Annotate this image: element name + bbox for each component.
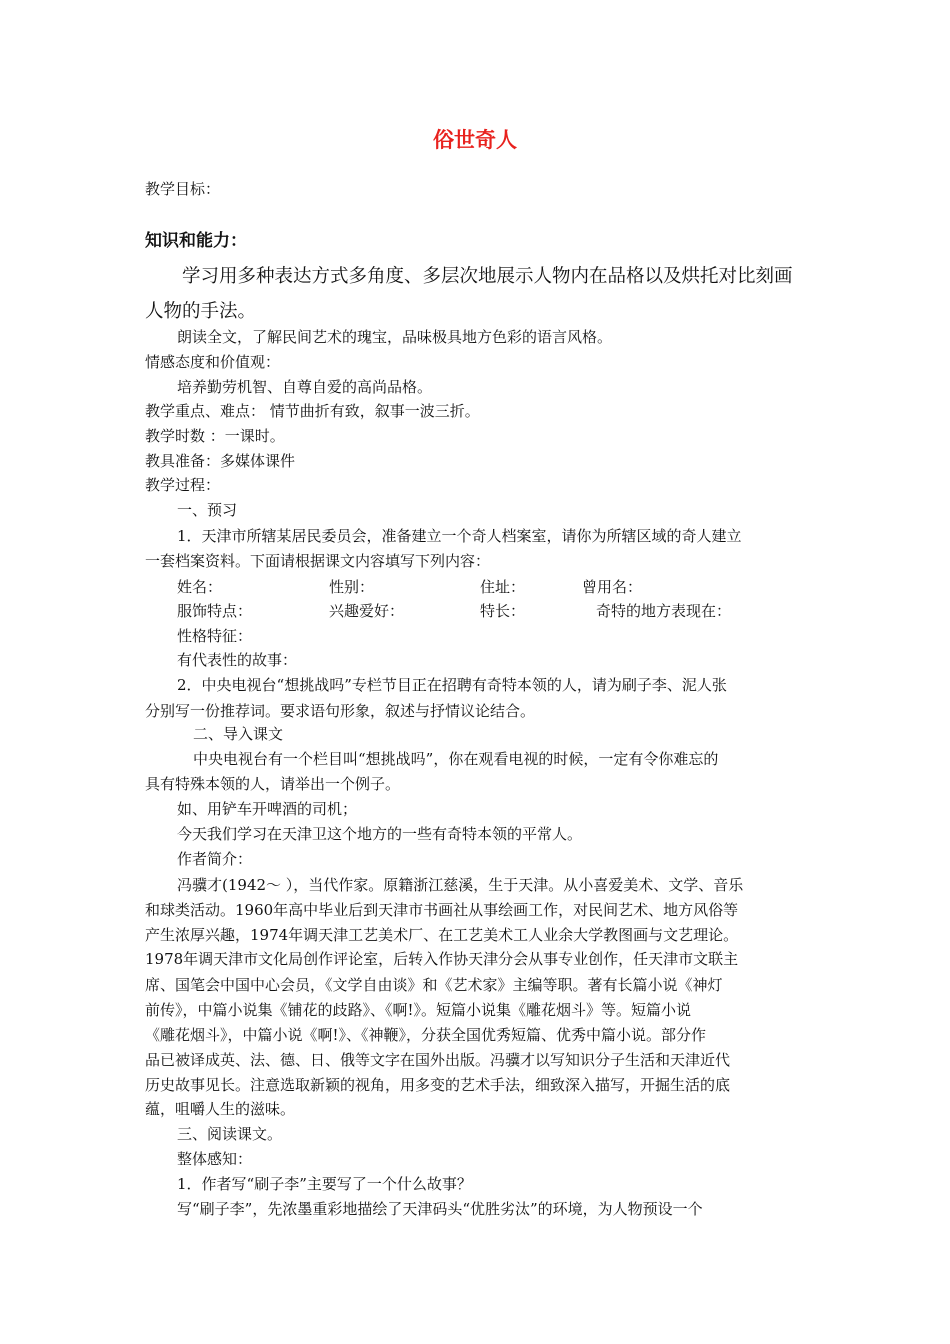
text-line: 教学过程： [145,476,221,494]
text-line: 有代表性的故事： [177,651,298,669]
form-label: 姓名： [177,578,223,596]
text-line: 前传》，中篇小说集《铺花的歧路》、《啊!》。短篇小说集《雕花烟斗》等。短篇小说 [145,1001,692,1019]
form-label: 奇特的地方表现在： [596,602,732,620]
text-line: 教学时数 ：一课时。 [145,427,285,445]
form-label: 住址： [480,578,526,596]
page-title: 俗世奇人 [433,128,517,152]
text-line: 《雕花烟斗》，中篇小说《啊!》、《神鞭》，分获全国优秀短篇、优秀中篇小说。部分作 [145,1026,707,1044]
text-line: 2．中央电视台“想挑战吗”专栏节目正在招聘有奇特本领的人，请为刷子李、泥人张 [177,676,727,694]
text-line: 和球类活动。1960年高中毕业后到天津市书画社从事绘画工作，对民间艺术、地方风俗等 [145,901,739,919]
text-line: 冯骥才(1942～ ），当代作家。原籍浙江慈溪，生于天津。从小喜爱美术、文学、音乐 [177,876,744,894]
text-line: 一套档案资料。下面请根据课文内容填写下列内容： [145,552,491,570]
text-line: 席、国笔会中国中心会员，《文学自由谈》和《艺术家》主编等职。著有长篇小说《神灯 [145,976,723,994]
text-line: 三、阅读课文。 [177,1125,283,1143]
text-line: 1．作者写“刷子李”主要写了一个什么故事？ [177,1175,472,1193]
text-line: 1978年调天津市文化局创作评论室，后转入作协天津分会从事专业创作，任天津市文联主 [145,950,739,968]
text-line: 1．天津市所辖某居民委员会，准备建立一个奇人档案室，请你为所辖区域的奇人建立 [177,527,742,545]
text-line: 教学重点、难点： 情节曲折有致，叙事一波三折。 [145,402,480,420]
text-line: 中央电视台有一个栏目叫“想挑战吗”，你在观看电视的时候，一定有令你难忘的 [193,750,719,768]
text-line: 分别写一份推荐词。要求语句形象，叙述与抒情议论结合。 [145,702,536,720]
text-line: 培养勤劳机智、自尊自爱的高尚品格。 [177,378,433,396]
text-line: 具有特殊本领的人，请举出一个例子。 [145,775,401,793]
section-heading: 知识和能力： [145,231,247,251]
text-line: 产生浓厚兴趣，1974年调天津工艺美术厂、在工艺美术工人业余大学教图画与文艺理论。 [145,926,739,944]
text-line: 教具准备：多媒体课件 [145,452,296,470]
text-line: 朗读全文，了解民间艺术的瑰宝，品味极具地方色彩的语言风格。 [177,328,613,346]
text-line: 人物的手法。 [145,301,257,322]
text-line: 学习用多种表达方式多角度、多层次地展示人物内在品格以及烘托对比刻画 [182,266,793,287]
text-line: 蕴，咀嚼人生的滋味。 [145,1100,296,1118]
text-line: 如、用铲车开啤酒的司机； [177,800,358,818]
text-line: 作者简介： [177,850,253,868]
text-line: 今天我们学习在天津卫这个地方的一些有奇特本领的平常人。 [177,825,583,843]
text-line: 情感态度和价值观： [145,353,281,371]
form-label: 曾用名： [582,578,643,596]
text-line: 历史故事见长。注意选取新颖的视角，用多变的艺术手法，细致深入描写，开掘生活的底 [145,1076,731,1094]
text-line: 一、预习 [177,501,238,519]
text-line: 写“刷子李”，先浓墨重彩地描绘了天津码头“优胜劣汰”的环境，为人物预设一个 [177,1200,703,1218]
form-label: 性别： [329,578,375,596]
text-line: 整体感知： [177,1150,253,1168]
text-line: 性格特征： [177,627,253,645]
text-line: 二、导入课文 [193,725,284,743]
form-label: 特长： [480,602,526,620]
text-line: 教学目标： [145,180,221,198]
text-line: 品已被译成英、法、德、日、俄等文字在国外出版。冯骥才以写知识分子生活和天津近代 [145,1051,731,1069]
form-label: 兴趣爱好： [329,602,405,620]
form-label: 服饰特点： [177,602,253,620]
